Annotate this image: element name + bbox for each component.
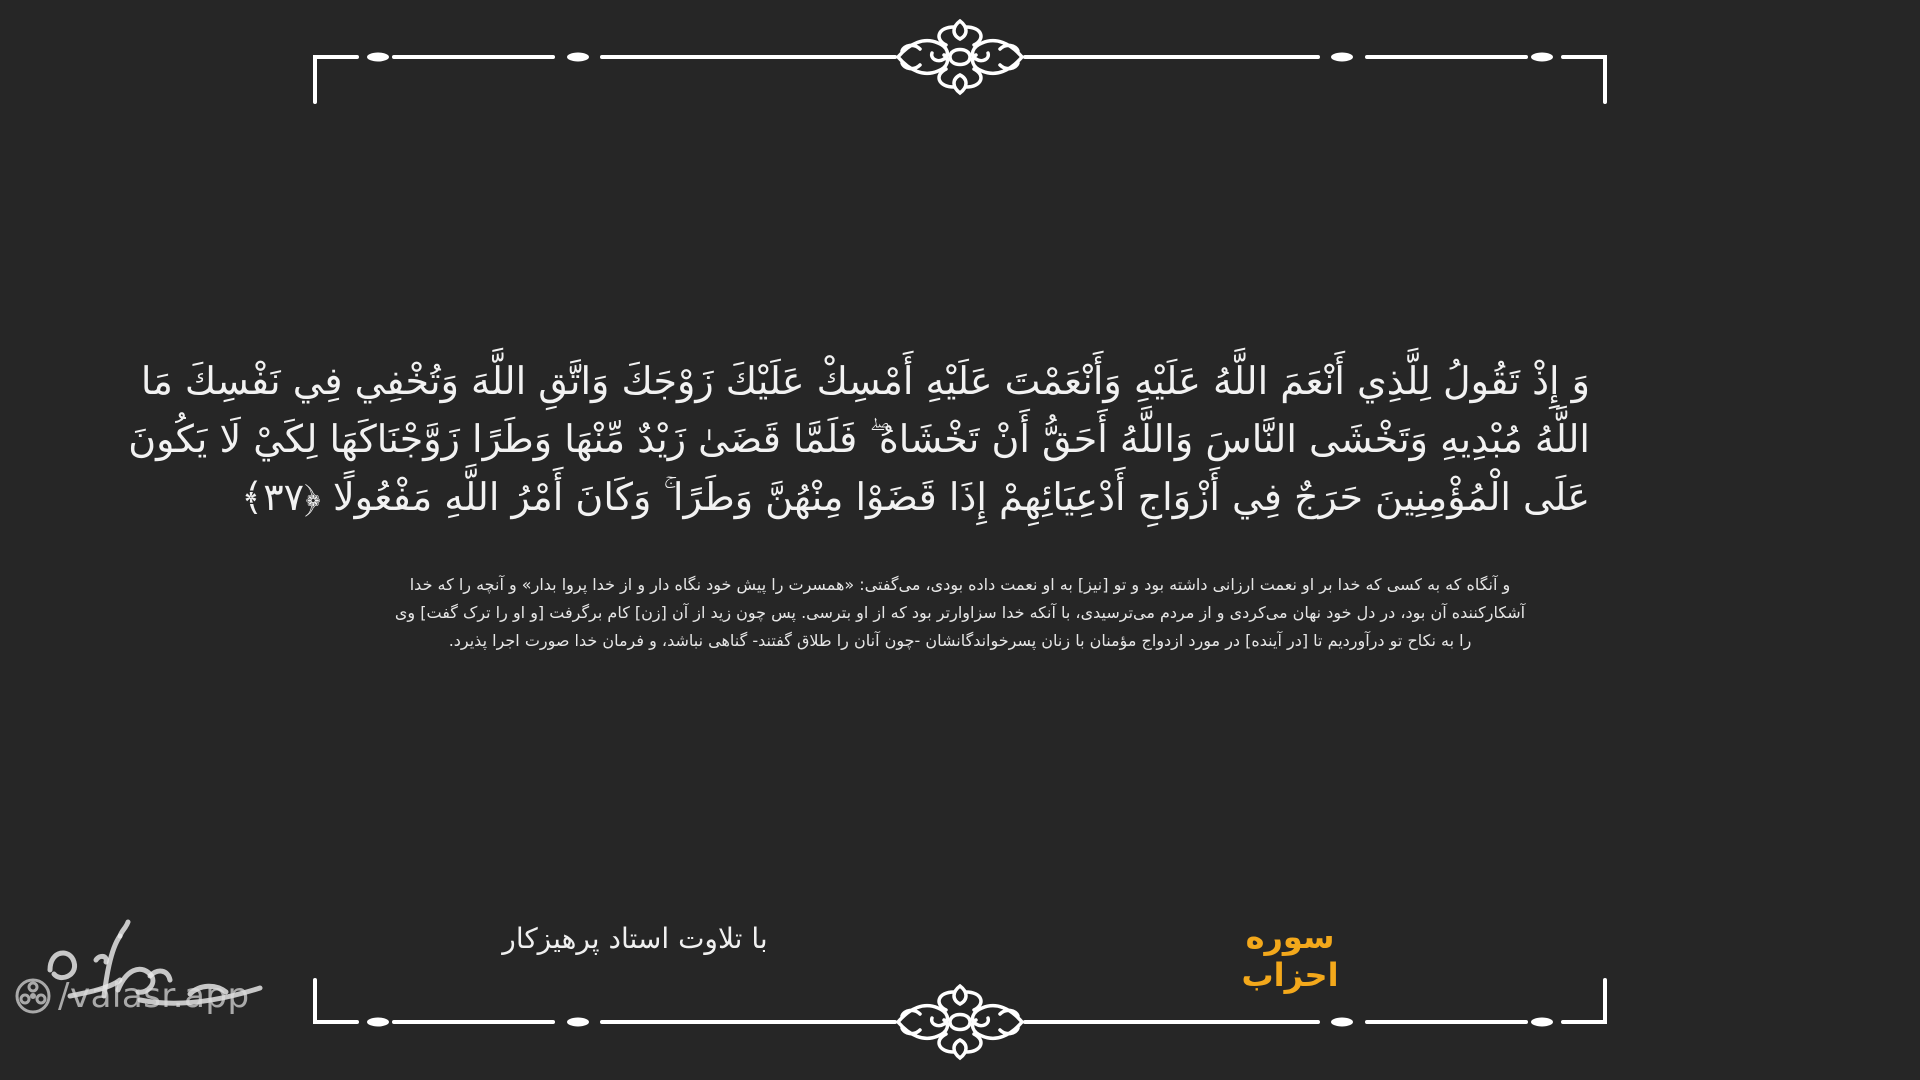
verse-line-3-text: عَلَى الْمُؤْمِنِينَ حَرَجٌ فِي أَزْوَاجِ أَدْعِيَائِهِمْ إِذَا قَضَوْا مِنْهُنَّ وَطَرًا ۚ وَكَانَ أَمْرُ اللَّهِ مَفْعُولًا [333, 475, 1590, 519]
verse-line-1: وَ إِذْ تَقُولُ لِلَّذِي أَنْعَمَ اللَّهُ عَلَيْهِ وَأَنْعَمْتَ عَلَيْهِ أَمْسِكْ عَلَيْكَ زَوْجَكَ وَاتَّقِ اللَّهَ وَتُخْفِي فِي نَفْسِكَ مَا [140, 359, 1590, 403]
film-reel-icon [14, 977, 52, 1015]
translation-line-3: را به نکاح تو درآوردیم تا [در آینده] در مورد ازدواج مؤمنان با زنان پسرخواندگانشان -چون آنان را طلاق گفتند- گناهی نباشد، و فرمان خدا صورت اجرا پذیرد. [448, 631, 1472, 650]
bottom-ornament-icon [898, 986, 1022, 1058]
verse-number: ﴿۳۷﴾ [240, 475, 321, 519]
verse-line-3 [240, 468, 1590, 526]
quran-verse [128, 352, 1590, 526]
watermark [14, 976, 250, 1016]
translation-line-1: و آنگاه که به کسی که خدا بر او نعمت ارزانی داشته بود و تو [نیز] به او نعمت داده بودی، می‌گفتی: «همسرت را پیش خود نگاه دار و از خدا پروا بدار» و آنچه را که خدا [409, 575, 1511, 594]
watermark-text: /valasr.app [58, 976, 250, 1016]
reciter-name: با تلاوت استاد پرهیزکار [502, 922, 768, 955]
top-ornament-icon [898, 21, 1022, 93]
persian-translation [330, 571, 1590, 655]
translation-line-2: آشکارکننده آن بود، در دل خود نهان می‌کردی و از مردم می‌ترسیدی، با آنکه خدا سزاوارتر بود که از او بترسی. پس چون زید از آن [زن] کام برگرفت [و او را ترک گفت] وی [394, 603, 1526, 622]
surah-name: سوره احزاب [1241, 918, 1339, 994]
verse-line-2: اللَّهُ مُبْدِيهِ وَتَخْشَى النَّاسَ وَاللَّهُ أَحَقُّ أَنْ تَخْشَاهُ ۖ فَلَمَّا قَضَىٰ زَيْدٌ مِّنْهَا وَطَرًا زَوَّجْنَاكَهَا لِكَيْ لَا يَكُونَ [128, 417, 1590, 461]
